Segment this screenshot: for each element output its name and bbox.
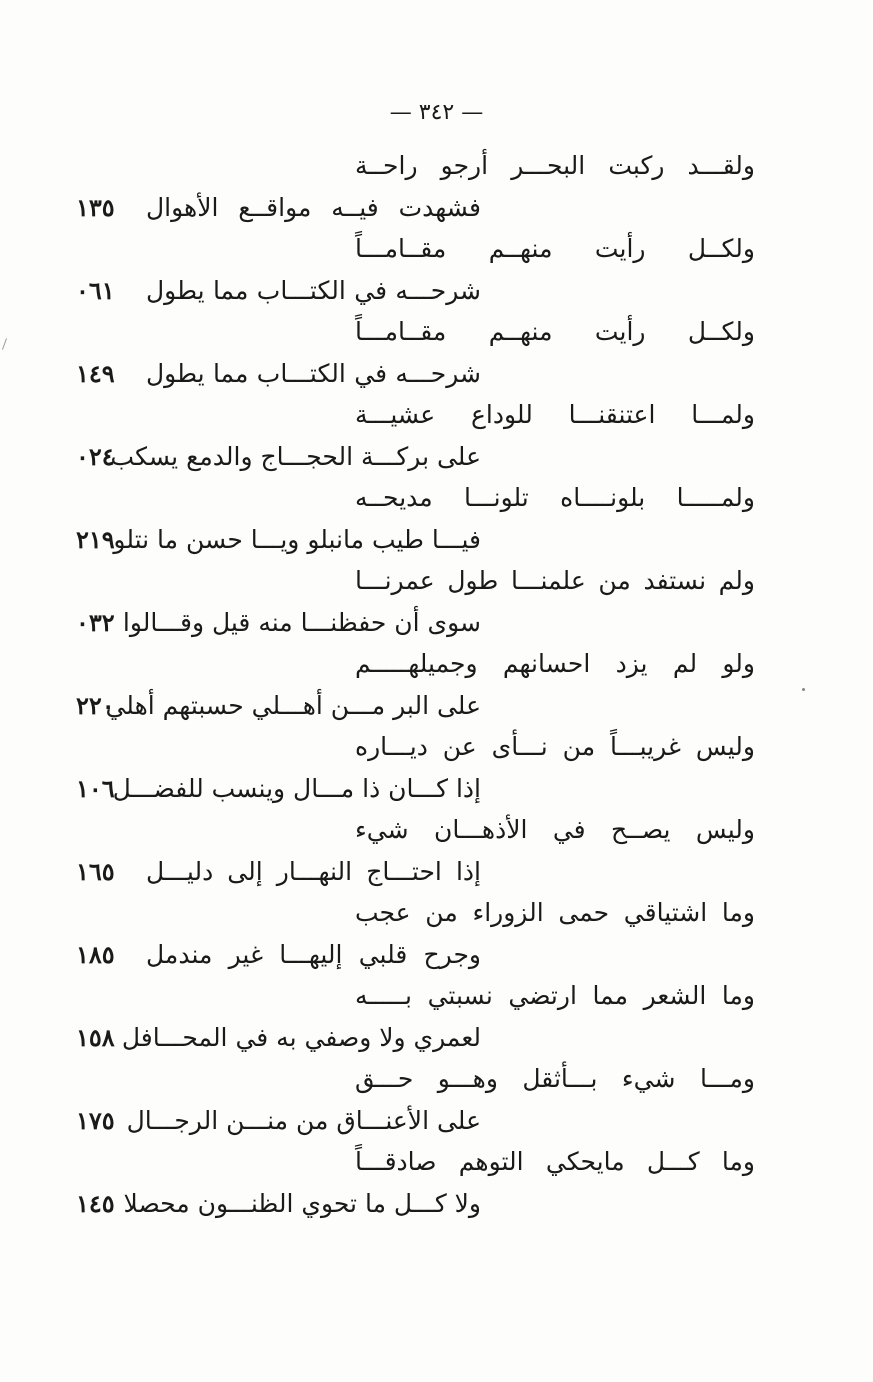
verse-second-hemistich: على الأعنـــاق من منـــن الرجـــال [126,1106,481,1135]
verse-first-hemistich: ولمـــــا بلونــــاه تلونـــا مديحــه [355,483,755,512]
margin-dot-mark [802,688,805,691]
couplet [0,975,873,1058]
verse-first-hemistich: ومـــا شيء بـــأثقل وهـــو حـــق [355,1064,755,1093]
verse-reference-number: ١٤٥ [76,1189,115,1218]
verse-reference-number: ١٤٩ [76,359,115,388]
verse-second-hemistich: إذا كـــان ذا مـــال وينسب للفضـــل [112,774,481,803]
couplet [0,643,873,726]
verse-first-hemistich: ولو لم يزد احسانهم وجميلهـــــم [355,649,755,678]
couplet [0,560,873,643]
verse-first-hemistich: وما الشعر مما ارتضي نسبتي بـــــه [355,981,755,1010]
verse-second-hemistich: على بركـــة الحجـــاج والدمع يسكب [110,442,481,471]
verse-first-hemistich: ولم نستفد من علمنـــا طول عمرنـــا [355,566,755,595]
verse-first-hemistich: ولمـــا اعتنقنـــا للوداع عشيـــة [355,400,755,429]
verse-first-hemistich: ولقـــد ركبت البحـــر أرجو راحــة [355,151,755,180]
verse-second-hemistich: سوى أن حفظنـــا منه قيل وقـــالوا [122,608,481,637]
verse-reference-number: ٢٢٠ [76,691,115,720]
verse-reference-number: ١٨٥ [76,940,115,969]
verse-reference-number: ١٧٥ [76,1106,115,1135]
verse-reference-number: ١٣٥ [76,193,115,222]
verse-reference-number: ١٦٥ [76,857,115,886]
couplet [0,228,873,311]
couplet [0,477,873,560]
verse-first-hemistich: وليس غريبـــاً من نـــأى عن ديـــاره [355,732,755,761]
page-number: — ٣٤٢ — [389,100,484,125]
verse-second-hemistich: فيـــا طيب مانبلو ويـــا حسن ما نتلو [113,525,481,554]
verse-reference-number: ١٠٦ [76,774,115,803]
verse-first-hemistich: ولكــل رأيت منهــم مقــامـــاً [355,234,755,263]
verse-second-hemistich: إذا احتـــاج النهـــار إلى دليـــل [146,857,481,886]
verse-second-hemistich: على البر مـــن أهـــلي حسبتهم أهلي [105,691,481,720]
verse-second-hemistich: شرحـــه في الكتـــاب مما يطول [146,276,481,305]
verse-second-hemistich: شرحـــه في الكتـــاب مما يطول [146,359,481,388]
couplet [0,394,873,477]
verse-second-hemistich: فشهدت فيــه مواقــع الأهوال [146,193,481,222]
couplet [0,726,873,809]
couplet [0,311,873,394]
verse-second-hemistich: وجرح قلبي إليهـــا غير مندمل [146,940,481,969]
verse-first-hemistich: وما كـــل مايحكي التوهم صادقـــاً [355,1147,755,1176]
verse-first-hemistich: ولكــل رأيت منهــم مقــامـــاً [355,317,755,346]
couplet [0,892,873,975]
couplet [0,1058,873,1141]
verse-list [0,145,873,1245]
verse-second-hemistich: ولا كـــل ما تحوي الظنـــون محصلا [123,1189,481,1218]
couplet [0,809,873,892]
verse-reference-number: ٠٢٤ [76,442,115,471]
verse-first-hemistich: وما اشتياقي حمى الزوراء من عجب [355,898,755,927]
verse-reference-number: ١٥٨ [76,1023,115,1052]
couplet [0,145,873,228]
couplet [0,1141,873,1224]
verse-first-hemistich: وليس يصــح في الأذهـــان شيء [355,815,755,844]
verse-reference-number: ٠٣٢ [76,608,115,637]
verse-reference-number: ٢١٩ [76,525,115,554]
verse-reference-number: ٠٦١ [76,276,115,305]
verse-second-hemistich: لعمري ولا وصفي به في المحـــافل [121,1023,481,1052]
